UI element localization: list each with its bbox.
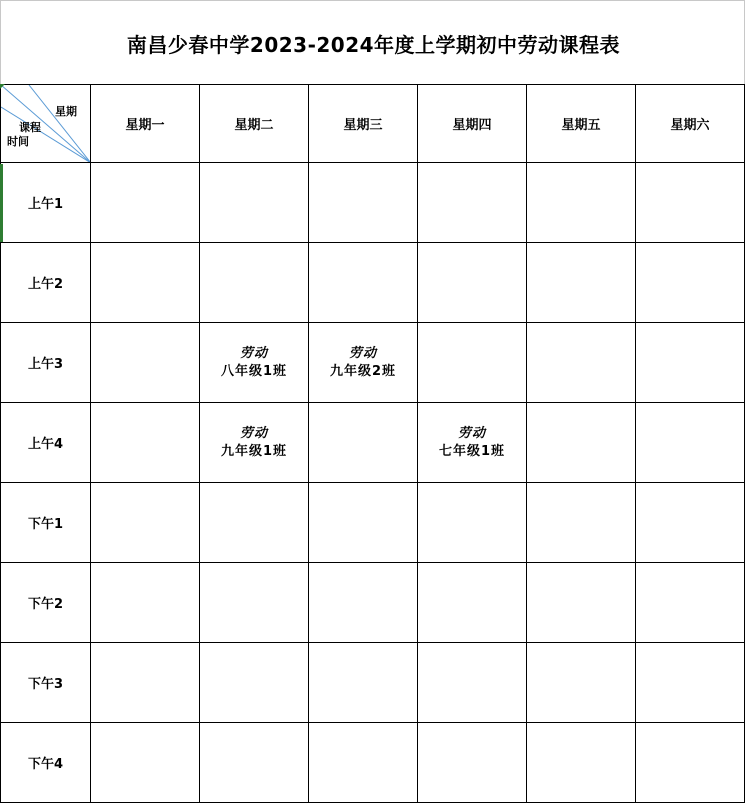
class-name: 九年级2班 (329, 363, 397, 379)
schedule-cell (636, 323, 745, 403)
schedule-cell (200, 403, 309, 483)
course-name: 劳动 (348, 345, 377, 361)
period-label: 下午4 (1, 723, 91, 803)
schedule-cell (418, 643, 527, 723)
cell-selection-corner (0, 84, 5, 89)
schedule-cell (200, 643, 309, 723)
day-header-thu: 星期四 (418, 85, 527, 163)
schedule-cell (200, 723, 309, 803)
schedule-cell (91, 323, 200, 403)
schedule-cell (91, 163, 200, 243)
schedule-cell (527, 163, 636, 243)
course-name: 劳动 (239, 345, 268, 361)
schedule-cell (200, 243, 309, 323)
period-row (1, 723, 745, 803)
period-row (1, 483, 745, 563)
schedule-cell (309, 243, 418, 323)
corner-course-label: 课程 (19, 121, 41, 134)
class-name: 九年级1班 (220, 443, 288, 459)
cell-selection-marker (0, 164, 3, 242)
schedule-cell (636, 723, 745, 803)
period-label: 上午4 (1, 403, 91, 483)
period-label: 下午3 (1, 643, 91, 723)
schedule-table (0, 84, 745, 803)
day-header-tue: 星期二 (200, 85, 309, 163)
period-row (1, 323, 745, 403)
schedule-cell (527, 723, 636, 803)
schedule-cell (636, 163, 745, 243)
schedule-cell (418, 563, 527, 643)
schedule-cell (309, 563, 418, 643)
schedule-cell (418, 723, 527, 803)
schedule-cell (309, 723, 418, 803)
schedule-cell (418, 483, 527, 563)
class-name: 七年级1班 (438, 443, 506, 459)
day-header-sat: 星期六 (636, 85, 745, 163)
schedule-cell (309, 483, 418, 563)
schedule-cell (200, 483, 309, 563)
class-name: 八年级1班 (220, 363, 288, 379)
corner-cell (1, 85, 91, 163)
schedule-cell (418, 243, 527, 323)
schedule-cell (200, 163, 309, 243)
schedule-cell (636, 403, 745, 483)
period-label: 下午2 (1, 563, 91, 643)
period-row (1, 403, 745, 483)
schedule-cell (91, 643, 200, 723)
period-label: 上午1 (1, 163, 91, 243)
day-header-fri: 星期五 (527, 85, 636, 163)
schedule-cell (91, 563, 200, 643)
day-header-mon: 星期一 (91, 85, 200, 163)
schedule-cell (636, 243, 745, 323)
schedule-cell (636, 483, 745, 563)
schedule-cell (309, 323, 418, 403)
schedule-cell (309, 403, 418, 483)
schedule-cell (527, 483, 636, 563)
period-row (1, 163, 745, 243)
schedule-cell (309, 643, 418, 723)
schedule-cell (418, 403, 527, 483)
schedule-cell (91, 483, 200, 563)
period-row (1, 643, 745, 723)
schedule-cell (418, 323, 527, 403)
day-header-wed: 星期三 (309, 85, 418, 163)
schedule-cell (527, 403, 636, 483)
schedule-cell (91, 403, 200, 483)
title-row (0, 0, 745, 84)
period-label: 上午3 (1, 323, 91, 403)
schedule-cell (527, 563, 636, 643)
period-label: 下午1 (1, 483, 91, 563)
page-title: 南昌少春中学2023-2024年度上学期初中劳动课程表 (126, 33, 621, 57)
schedule-cell (309, 163, 418, 243)
schedule-cell (527, 323, 636, 403)
course-name: 劳动 (239, 425, 268, 441)
header-row (1, 85, 745, 163)
schedule-cell (91, 243, 200, 323)
corner-weekday-label: 星期 (55, 105, 77, 118)
diagonal-lines (1, 85, 91, 163)
course-name: 劳动 (457, 425, 486, 441)
schedule-cell (418, 163, 527, 243)
schedule-cell (200, 323, 309, 403)
period-row (1, 563, 745, 643)
schedule-cell (200, 563, 309, 643)
period-row (1, 243, 745, 323)
schedule-cell (527, 643, 636, 723)
schedule-cell (636, 563, 745, 643)
period-label: 上午2 (1, 243, 91, 323)
schedule-cell (527, 243, 636, 323)
schedule-cell (636, 643, 745, 723)
schedule-cell (91, 723, 200, 803)
corner-time-label: 时间 (7, 135, 29, 148)
